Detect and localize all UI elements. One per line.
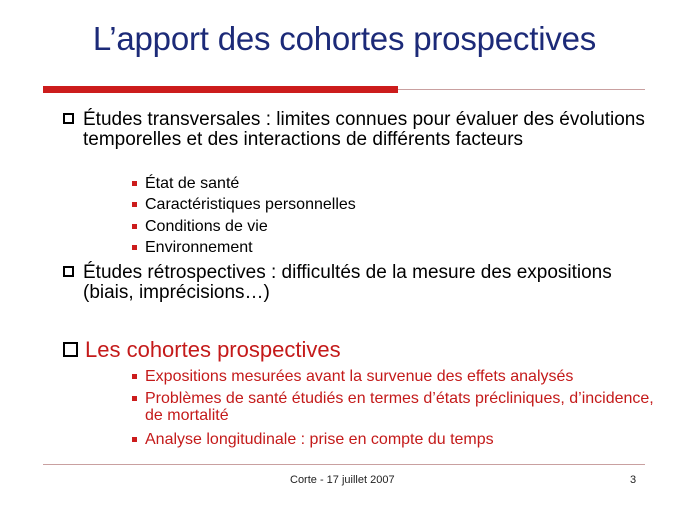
subitem-problemes-de-sante bbox=[132, 390, 672, 424]
subitem-caracteristiques bbox=[132, 196, 672, 213]
subitem-text: Expositions mesurées avant la survenue des effets analysés bbox=[145, 368, 574, 385]
subitem-text: Conditions de vie bbox=[145, 218, 268, 235]
red-square-bullet-icon bbox=[132, 374, 137, 379]
red-square-bullet-icon bbox=[132, 181, 137, 186]
red-square-bullet-icon bbox=[132, 437, 137, 442]
red-square-bullet-icon bbox=[132, 202, 137, 207]
bullet-text: Études rétrospectives : difficultés de la mesure des expositions (biais, imprécisions…) bbox=[83, 262, 612, 303]
red-square-bullet-icon bbox=[132, 224, 137, 229]
hollow-square-icon bbox=[63, 113, 74, 124]
subitem-expositions bbox=[132, 368, 672, 385]
subitem-analyse-longitudinale bbox=[132, 431, 672, 448]
red-square-bullet-icon bbox=[132, 245, 137, 250]
bullet-text: Études transversales : limites connues pour évaluer des évolutions temporelles et des interactions de différents facteurs bbox=[83, 109, 645, 150]
red-square-bullet-icon bbox=[132, 396, 137, 401]
subitem-text: Caractéristiques personnelles bbox=[145, 196, 356, 213]
bullet-text: Les cohortes prospectives bbox=[85, 337, 341, 362]
subitem-environnement bbox=[132, 239, 672, 256]
subitem-text: Environnement bbox=[145, 239, 253, 256]
bullet-etudes-transversales bbox=[63, 110, 653, 150]
footer-divider bbox=[43, 464, 645, 465]
hollow-square-icon bbox=[63, 342, 78, 357]
subitem-text: Analyse longitudinale : prise en compte du temps bbox=[145, 431, 494, 448]
subitem-etat-de-sante bbox=[132, 175, 672, 192]
subitem-text: Problèmes de santé étudiés en termes d’états précliniques, d’incidence, de mortalité bbox=[145, 390, 654, 424]
slide-title: L’apport des cohortes prospectives bbox=[92, 20, 597, 57]
page-number: 3 bbox=[630, 474, 637, 486]
subitem-conditions-de-vie bbox=[132, 218, 672, 235]
footer-label: Corte - 17 juillet 2007 bbox=[290, 474, 395, 486]
bullet-etudes-retrospectives bbox=[63, 263, 653, 303]
hollow-square-icon bbox=[63, 266, 74, 277]
title-underline-accent bbox=[43, 86, 398, 93]
bullet-cohortes-prospectives bbox=[63, 338, 653, 362]
subitem-text: État de santé bbox=[145, 175, 240, 192]
